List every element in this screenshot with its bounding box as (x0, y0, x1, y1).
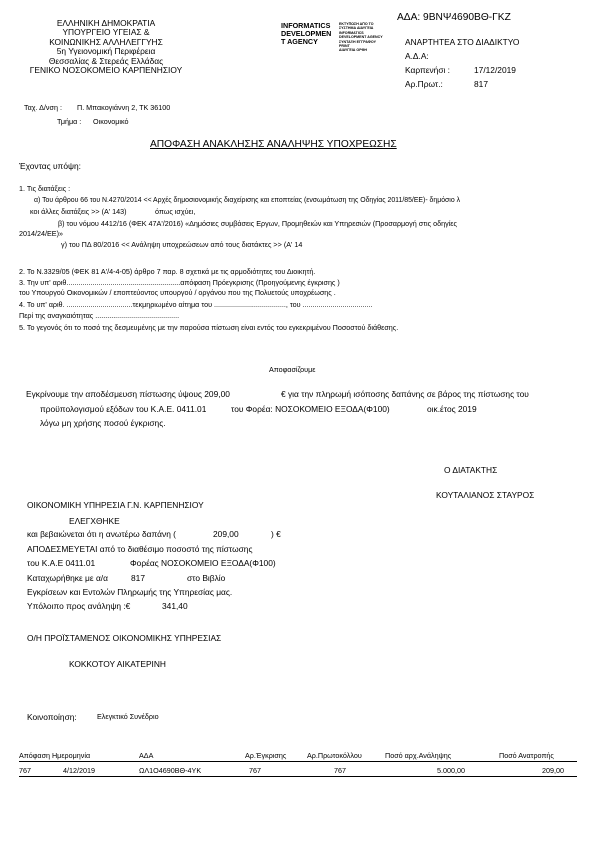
table-cell-ada: ΩΛ1Ο4690ΒΘ-4ΥΚ (139, 766, 202, 775)
finance-head-role: Ο/Η ΠΡΟΪΣΤΑΜΕΝΟΣ ΟΙΚΟΝΟΜΙΚΗΣ ΥΠΗΡΕΣΙΑΣ (27, 633, 222, 643)
table-header-protocol-no: Αρ.Πρωτοκόλλου (307, 751, 362, 760)
logo-line: INFORMATICS (281, 21, 331, 30)
provision-1b-line2: 2014/24/ΕΕ)» (19, 229, 63, 238)
provision-1-intro: 1. Τις διατάξεις : (19, 184, 71, 193)
ada-code: ΑΔΑ: 9ΒΝΨ4690ΒΘ-ΓΚΖ (397, 12, 511, 23)
logo-small-line: DEVELOPMENT AGENCY (339, 35, 383, 40)
provision-3-line1: 3. Την υπ' αριθ.........................................................απόφαση Πρόεγκρισης (Προηγούμενης έγκρισης ) (19, 278, 340, 287)
table-header-decision-date: Απόφαση Ημερομηνία (19, 751, 91, 760)
provision-4-line1: 4. Το υπ' αριθ. .................................τεκμηριωμένο αίτημα του ...................................., του ................................... (19, 300, 373, 309)
header-line: 5η Υγειονομική Περιφέρεια (56, 46, 156, 57)
provision-1a-line3: όπως ισχύει, (155, 207, 196, 216)
decision-line1a: Εγκρίνουμε την αποδέσμευση πίστωσης ύψους 209,00 (26, 389, 230, 399)
finance-line1b: 209,00 (213, 529, 239, 539)
publish-notice: ΑΝΑΡΤΗΤΕΑ ΣΤΟ ΔΙΑΔΙΚΤΥΟ (405, 37, 520, 47)
header-line: ΚΟΙΝΩΝΙΚΗΣ ΑΛΛΗΛΕΓΓΥΗΣ (49, 36, 163, 47)
table-header-ada: ΑΔΑ (139, 751, 154, 760)
logo-text (281, 22, 331, 47)
finance-line1c: ) € (271, 529, 281, 539)
finance-head-name: ΚΟΚΚΟΤΟΥ ΑΙΚΑΤΕΡΙΝΗ (69, 659, 166, 669)
notification-label: Κοινοποίηση: (27, 712, 77, 722)
provision-5: 5. Το γεγονός ότι το ποσό της δεσμευμένης με την παρούσα πίστωση είναι εντός του εγκεκριμένου Ποσοστού διάθεσης. (19, 323, 399, 332)
table-header-reversal-amount: Ποσό Ανατροπής (499, 751, 554, 760)
table-row-rule (19, 776, 577, 777)
address-label: Ταχ. Δ/νση : (24, 103, 62, 112)
signatory-name: ΚΟΥΤΑΛΙΑΝΟΣ ΣΤΑΥΡΟΣ (436, 490, 535, 500)
finance-line3b: Φορέας ΝΟΣΟΚΟΜΕΙΟ ΕΞΟΔΑ(Φ100) (130, 558, 276, 568)
department-value: Οικονομικό (93, 117, 129, 126)
signatory-role: Ο ΔΙΑΤΑΚΤΗΣ (444, 465, 498, 475)
table-cell-approval-no: 767 (249, 766, 261, 775)
decision-line2c: οικ.έτος 2019 (427, 404, 477, 414)
decide-heading: Αποφασίζουμε (269, 365, 316, 374)
header-line: Θεσσαλίας & Στερεάς Ελλάδας (48, 55, 164, 66)
header-line: ΥΠΟΥΡΓΕΙΟ ΥΓΕΙΑΣ & (62, 27, 150, 38)
logo-small-line: ΣΥΣΤΗΜΑ ΔΙΑΥΓΕΙΑ (339, 26, 374, 31)
logo-small-line: ΔΙΑΥΓΕΙΑ ΟΡΘΗ (339, 48, 367, 53)
provision-1c: γ) του ΠΔ 80/2016 << Ανάληψη υποχρεώσεων από τους διατάκτες >> (Α' 14 (61, 240, 303, 249)
address-value: Π. Μπακογιάννη 2, ΤΚ 36100 (77, 103, 171, 112)
finance-line6b: 341,40 (162, 601, 188, 611)
provision-2: 2. Το Ν.3329/05 (ΦΕΚ 81 Α'/4-4-05) άρθρο 7 παρ. 8 σχετικά με τις αρμοδιότητες του Διοικητή. (19, 267, 316, 276)
document-title: ΑΠΟΦΑΣΗ ΑΝΑΚΛΗΣΗΣ ΑΝΑΛΗΨΗΣ ΥΠΟΧΡΕΩΣΗΣ (150, 139, 397, 150)
logo-line: T AGENCY (281, 37, 318, 47)
provision-3-line2: του Υπουργού Οικονομικών / εποπτεύοντος υπουργού / οργάνου που της Πολυετούς υποχρέωσης . (19, 288, 336, 297)
finance-line4b: 817 (131, 573, 145, 583)
decision-line3: λόγω μη χρήσης ποσού έγκρισης. (40, 418, 166, 428)
protocol-label: Αρ.Πρωτ.: (405, 79, 443, 89)
decision-line2a: προϋπολογισμού εξόδων του Κ.Α.Ε. 0411.01 (40, 404, 207, 414)
provision-1b-line1: β) του νόμου 4412/16 (ΦΕΚ 47Α'/2016) «Δημόσιες συμβάσεις Εργων, Προμηθειών και Υπηρεσιών (Προσαρμογή στις οδηγίες (58, 219, 457, 228)
notification-value: Ελεγκτικό Συνέδριο (97, 712, 159, 721)
decision-line2b: του Φορέα: ΝΟΣΟΚΟΜΕΙΟ ΕΞΟΔΑ(Φ100) (231, 404, 390, 414)
date-label: Καρπενήσι : (405, 65, 451, 75)
table-cell-protocol-no: 767 (334, 766, 346, 775)
table-cell-date: 4/12/2019 (63, 766, 95, 775)
table-cell-reversal-amount: 209,00 (542, 766, 564, 775)
logo-small-text (339, 22, 383, 53)
finance-line4c: στο Βιβλίο (187, 573, 226, 583)
provision-1a-line2: κοι άλλες διατάξεις >> (Α' 143) (30, 207, 127, 216)
header-line: ΕΛΛΗΝΙΚΗ ΔΗΜΟΚΡΑΤΙΑ (56, 18, 156, 28)
finance-line6a: Υπόλοιπο προς ανάληψη :€ (27, 601, 131, 611)
provision-1a-line1: α) Του άρθρου 66 του Ν.4270/2014 << Αρχές δημοσιονομικής διαχείρισης και εποπτείας (ενσωμάτωση της Οδηγίας 2011/85/ΕΕ)- δημόσιο λ (34, 195, 461, 204)
table-header-rule (19, 761, 577, 762)
header-left (18, 19, 194, 75)
logo-small-line: ΕΚΤΥΠΩΣΗ ΑΠΟ ΤΟ (339, 22, 374, 26)
finance-line2: ΑΠΟΔΕΣΜΕΥΕΤΑΙ από το διαθέσιμο ποσοστό της πίστωσης (27, 544, 253, 554)
table-header-approval-no: Αρ.Έγκρισης (245, 751, 287, 760)
table-cell-initial-amount: 5.000,00 (437, 766, 465, 775)
decision-line1b: € για την πληρωμή ισόποσης δαπάνης σε βάρος της πίστωσης του (281, 389, 529, 399)
ada-label: Α.Δ.Α: (405, 51, 429, 61)
header-line: ΓΕΝΙΚΟ ΝΟΣΟΚΟΜΕΙΟ ΚΑΡΠΕΝΗΣΙΟΥ (29, 65, 183, 76)
table-header-initial-amount: Ποσό αρχ.Ανάληψης (385, 751, 452, 760)
finance-line5: Εγκρίσεων και Εντολών Πληρωμής της Υπηρεσίας μας. (27, 587, 233, 597)
logo-small-line: ΣΥΝΤΑΞΗ ΕΓΓΡΑΦΟΥ (339, 39, 376, 44)
finance-line3a: του Κ.Α.Ε 0411.01 (27, 558, 96, 568)
finance-checked: ΕΛΕΓΧΘΗΚΕ (69, 516, 120, 526)
logo-line: DEVELOPMEN (281, 29, 332, 39)
department-label: Τμήμα : (57, 117, 82, 126)
having-regard: Έχοντας υπόψη: (19, 161, 81, 171)
provision-4-line2: Περί της αναγκαιότητας .......................................... (19, 311, 180, 320)
finance-service: ΟΙΚΟΝΟΜΙΚΗ ΥΠΗΡΕΣΙΑ Γ.Ν. ΚΑΡΠΕΝΗΣΙΟΥ (27, 500, 204, 510)
date-value: 17/12/2019 (474, 65, 516, 75)
finance-line4a: Καταχωρήθηκε με α/α (27, 573, 108, 583)
logo-small-line: PRINT (339, 44, 350, 49)
finance-line1a: και βεβαιώνεται ότι η ανωτέρω δαπάνη ( (27, 529, 176, 539)
protocol-value: 817 (474, 79, 488, 89)
logo-small-line: INFORMATICS (339, 30, 364, 35)
table-cell-decision: 767 (19, 766, 31, 775)
